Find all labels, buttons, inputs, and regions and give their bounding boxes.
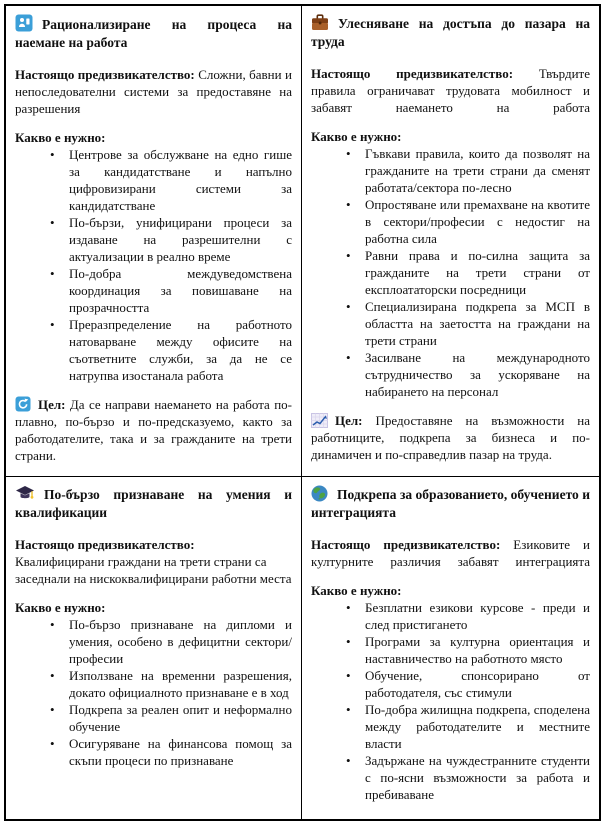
challenge-paragraph (15, 66, 292, 117)
need-item: • По-бързо признаване на дипломи и умения, особено в дефицитни сектори/професии (45, 616, 292, 667)
challenge-paragraph (311, 536, 590, 570)
section-title (311, 14, 590, 51)
cell-skills-recognition (6, 477, 302, 819)
need-item: • Обучение, спонсорирано от работодателя, със стимули (341, 667, 590, 701)
challenge-label: Настоящо предизвикателство: (311, 66, 514, 81)
section-title (15, 485, 292, 522)
cell-streamline-hiring (6, 6, 302, 477)
section-title (15, 14, 292, 52)
challenge-text: Сложни, бавни и непоследователни системи за предоставяне на разрешения (15, 67, 292, 116)
counterclockwise-arrows-icon (15, 396, 31, 412)
cell-labour-market-access (302, 6, 599, 477)
challenge-text: Квалифицирани граждани на трети страни са заседнали на нискоквалифицирани работни места (15, 554, 292, 586)
challenge-label: Настоящо предизвикателство: (15, 67, 195, 82)
need-item: • По-бързи, унифицирани процеси за издаване на разрешителни с актуализации в реално време (45, 214, 292, 265)
needs-list (15, 616, 292, 769)
need-item: • Равни права и по-силна защита за гражданите на трети страни от експлоататорски посредници (341, 247, 590, 298)
need-item: • По-добра междуведомствена координация за повишаване на прозрачността (45, 265, 292, 316)
briefcase-icon (311, 14, 329, 31)
table (4, 4, 601, 821)
need-item: • Използване на временни разрешения, докато официалното признаване е в ход (45, 667, 292, 701)
needs-heading: Какво е нужно: (15, 130, 106, 145)
goal-paragraph (311, 412, 590, 463)
needs-list (15, 146, 292, 384)
goal-text: Да се направи наемането на работа по-плавно, по-бързо и по-предсказуемо, както за работодателите, така и за гражданите на трети страни. (15, 397, 292, 463)
section-title-text: Улесняване на достъпа до пазара на труда (311, 16, 590, 49)
need-item: • Опростяване или премахване на квотите в сектори/професии с недостиг на работна сила (341, 196, 590, 247)
cell-education-integration (302, 477, 599, 819)
needs-list (311, 599, 590, 803)
need-item: • Специализирана подкрепа за МСП в областта на заетостта на граждани на трети страни (341, 298, 590, 349)
need-item: • Безплатни езикови курсове - преди и след пристигането (341, 599, 590, 633)
section-title (311, 485, 590, 522)
need-item: • Задържане на чуждестранните студенти с по-ясни възможности за работа и пребиваване (341, 752, 590, 803)
challenge-label: Настоящо предизвикателство: (15, 537, 195, 552)
need-item: • Гъвкави правила, които да позволят на гражданите на трети страни да сменят работата/сектора по-лесно (341, 145, 590, 196)
globe-icon (311, 485, 328, 502)
need-item: • Програми за културна ориентация и наставничество на работното място (341, 633, 590, 667)
challenge-text: Твърдите правила ограничават трудовата мобилност и забавят наемането на работа (311, 66, 590, 115)
goal-text: Предоставяне на възможности на работниците, подкрепа за бизнеса и по-динамичен и по-справедлив пазар на труда. (311, 413, 590, 462)
challenge-label: Настоящо предизвикателство: (311, 537, 501, 552)
challenge-text: Езиковите и културните различия забавят интеграцията (311, 537, 590, 569)
need-item: • Преразпределение на работното натоварване между офисите на съответните служби, за да не се натрупва изостанала работа (45, 316, 292, 384)
goal-label: Цел: (335, 413, 363, 428)
section-title-text: Рационализиране на процеса на наемане на работа (15, 17, 292, 50)
need-item: • Подкрепа за реален опит и неформално обучение (45, 701, 292, 735)
graduation-cap-icon (15, 485, 35, 502)
challenge-paragraph (311, 65, 590, 116)
passport-control-icon (15, 14, 33, 32)
needs-heading: Какво е нужно: (15, 600, 106, 615)
needs-list (311, 145, 590, 400)
need-item: • Засилване на международното сътрудничество за ускоряване на набирането на персонал (341, 349, 590, 400)
needs-heading: Какво е нужно: (311, 583, 402, 598)
need-item: • Осигуряване на финансова помощ за скъпи процеси по признаване (45, 735, 292, 769)
chart-increasing-icon (311, 413, 328, 428)
section-title-text: Подкрепа за образованието, обучението и интеграцията (311, 487, 590, 520)
needs-heading: Какво е нужно: (311, 129, 402, 144)
challenge-paragraph (15, 536, 292, 587)
need-item: • По-добра жилищна подкрепа, споделена между работодателите и местните власти (341, 701, 590, 752)
need-item: • Центрове за обслужване на едно гише за кандидатстване и напълно цифровизирани системи за кандидатстване (45, 146, 292, 214)
goal-paragraph (15, 396, 292, 464)
goal-label: Цел: (38, 397, 66, 412)
section-title-text: По-бързо признаване на умения и квалификации (15, 487, 292, 520)
